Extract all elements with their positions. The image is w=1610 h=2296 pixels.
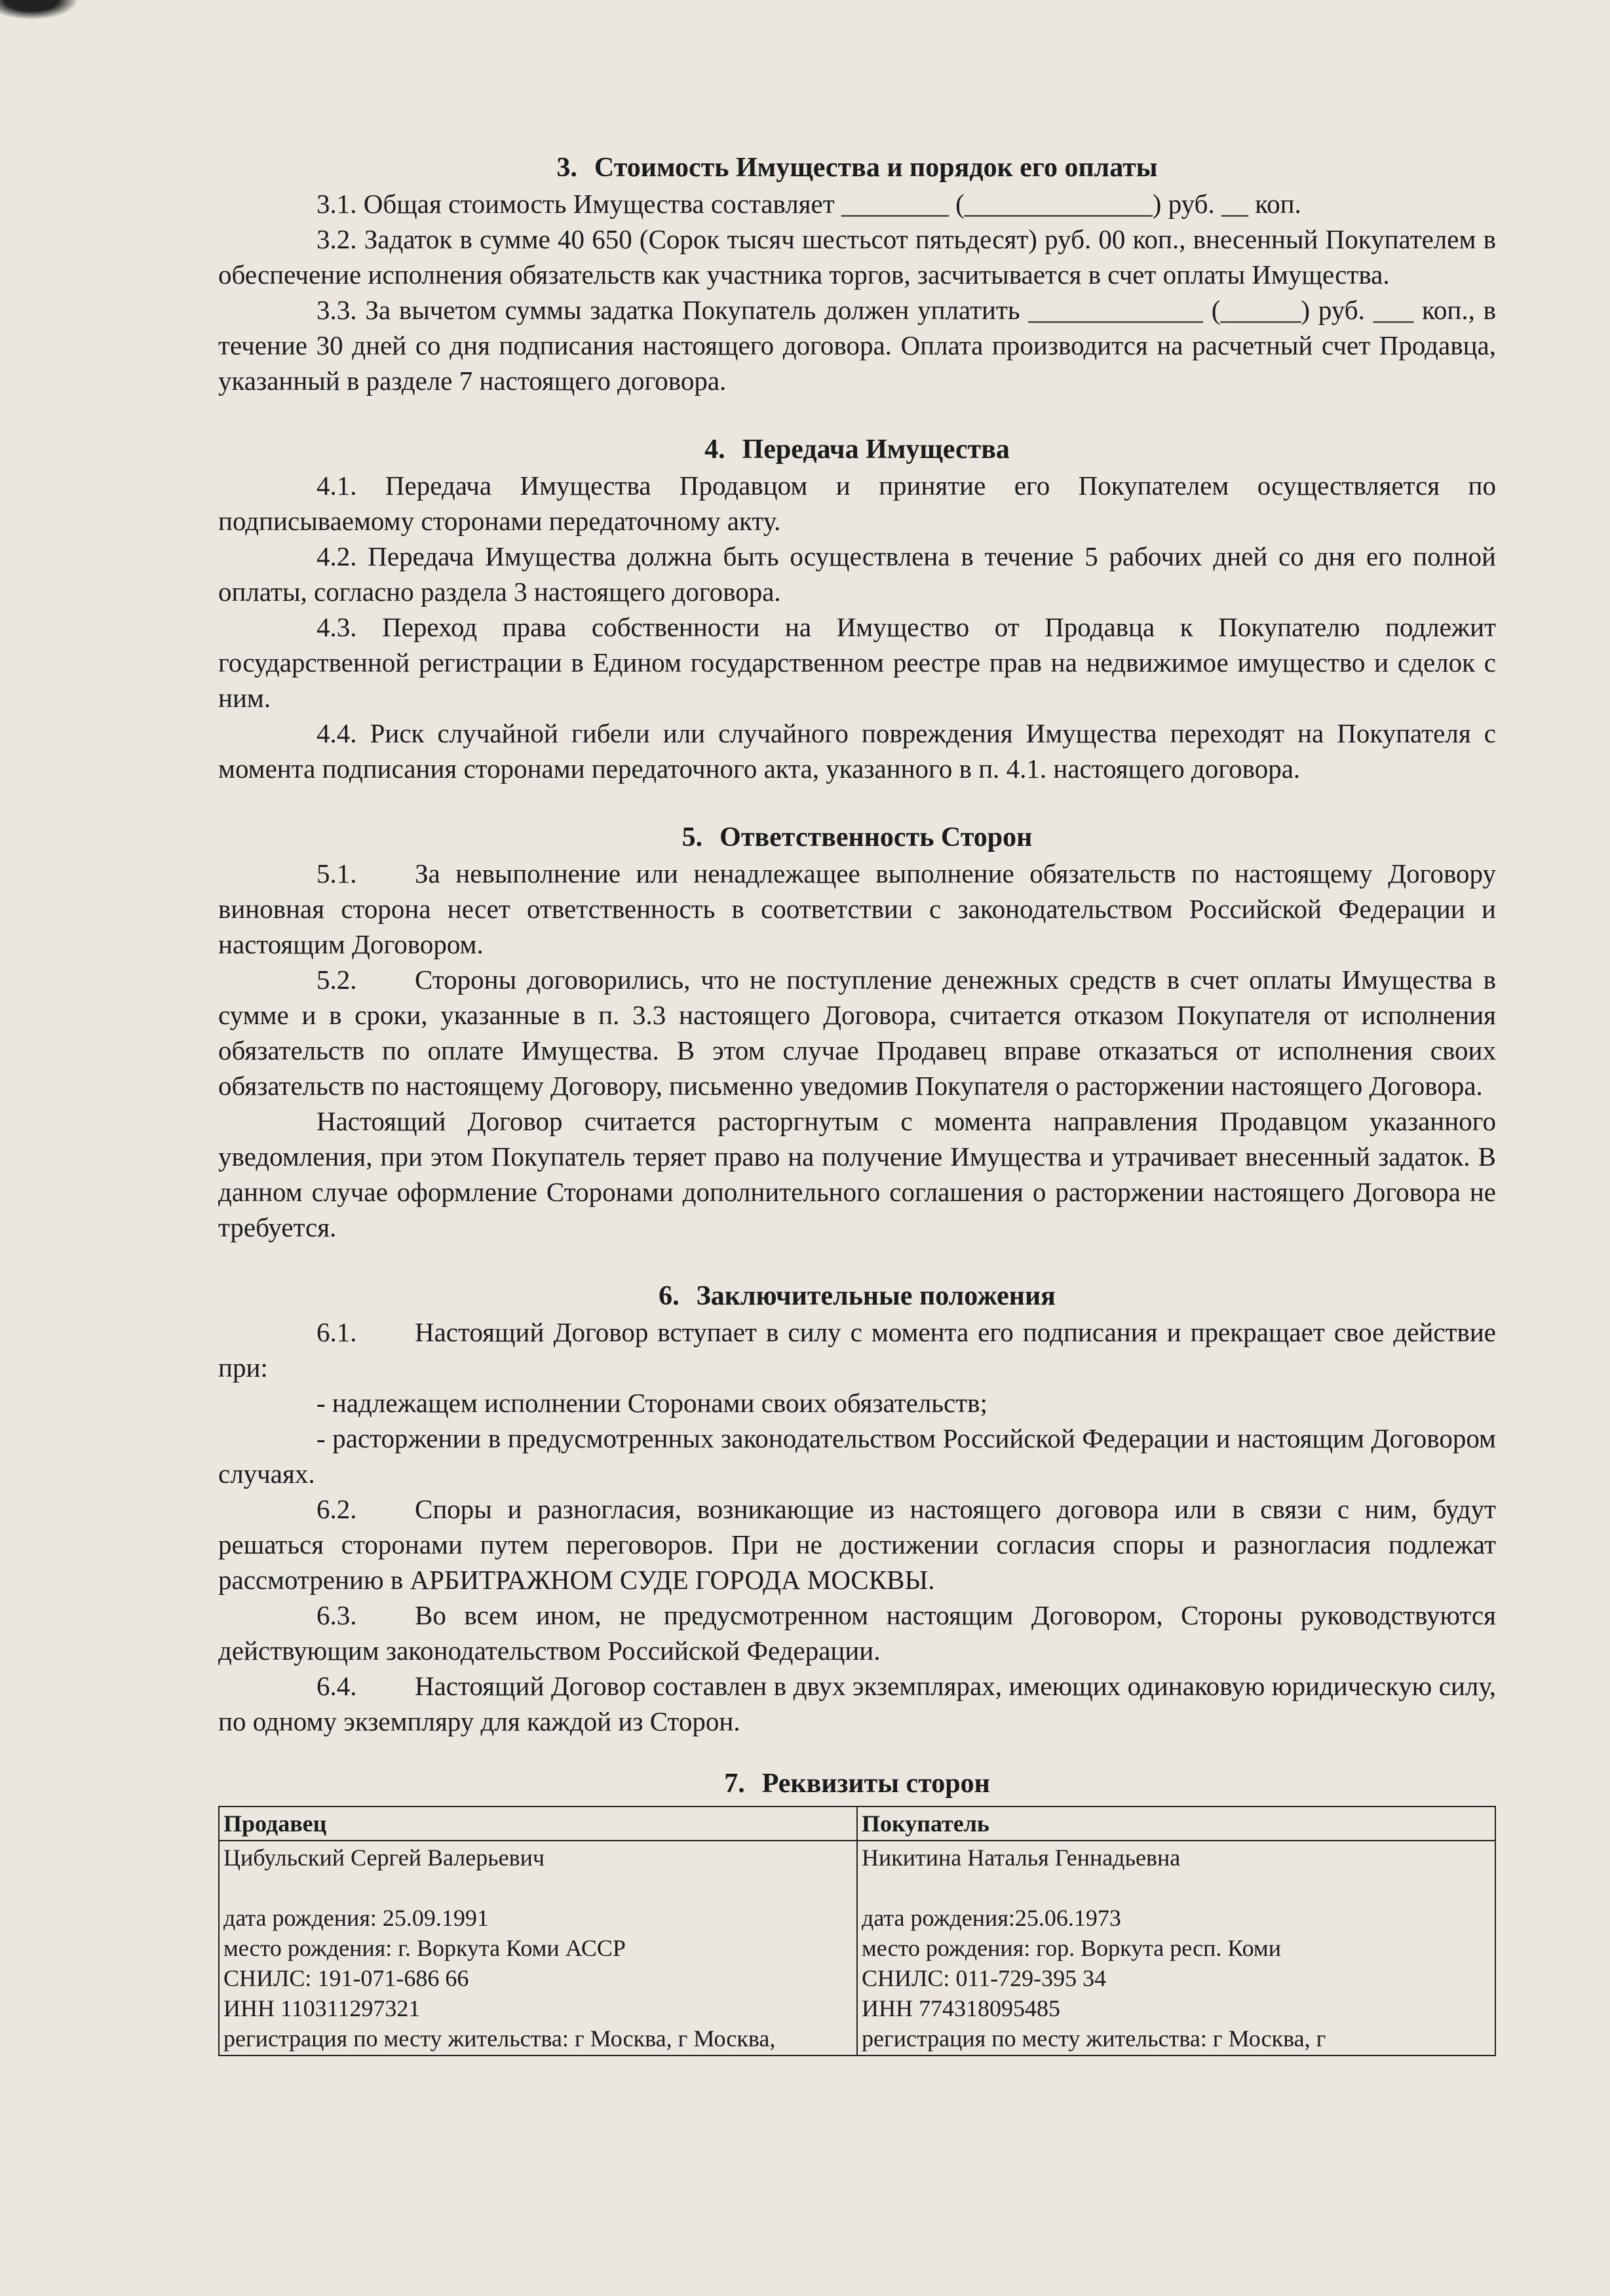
clause-3-1: 3.1. Общая стоимость Имущества составляет ________ (______________) руб. __ коп. [316, 189, 1301, 219]
buyer-details [857, 1841, 1495, 2056]
clause-6-1 [218, 1314, 1496, 1385]
section-title: Стоимость Имущества и порядок его оплаты [594, 153, 1158, 183]
clause-3-2: 3.2. Задаток в сумме 40 650 (Сорок тысяч шестьсот пятьдесят) руб. 00 коп., внесенный Покупателем в обеспечение исполнения обязательств как участника торгов, засчитывается в счет оплаты Имущества. [218, 224, 1496, 290]
clause-number: 6.2. [316, 1494, 357, 1524]
seller-dob: дата рождения: 25.09.1991 [223, 1905, 489, 1931]
table-row [219, 1841, 1495, 2056]
section-4-heading [218, 431, 1496, 468]
clause-4-4: 4.4. Риск случайной гибели или случайного повреждения Имущества переходят на Покупателя с момента подписания сторонами передаточного акта, указанного в п. 4.1. настоящего договора. [218, 718, 1496, 784]
section-number: 4. [704, 434, 725, 465]
clause-number: 6.3. [316, 1600, 357, 1630]
seller-header: Продавец [219, 1807, 857, 1841]
clause-4-1: 4.1. Передача Имущества Продавцом и принятие его Покупателем осуществляется по подписываемому сторонами передаточному акту. [218, 470, 1496, 536]
clause-5-2-continued: Настоящий Договор считается расторгнутым с момента направления Продавцом указанного уведомления, при этом Покупатель теряет право на получение Имущества и утрачивает внесенный задаток. В данном случае оформление Сторонами дополнительного соглашения о расторжении настоящего Договора не требуется. [218, 1106, 1496, 1242]
clause-6-3 [218, 1598, 1496, 1668]
parties-details-table [218, 1806, 1496, 2056]
bullet-2: - расторжении в предусмотренных законодательством Российской Федерации и настоящим Договором случаях. [218, 1423, 1496, 1489]
clause-text: Споры и разногласия, возникающие из настоящего договора или в связи с ним, будут решаться сторонами путем переговоров. При не достижении согласия споры и разногласия подлежат рассмотрению в АРБИТРАЖНОМ СУДЕ ГОРОДА МОСКВЫ. [218, 1494, 1496, 1595]
section-title: Ответственность Сторон [719, 822, 1033, 852]
section-title: Передача Имущества [742, 434, 1010, 465]
clause-6-4 [218, 1668, 1496, 1739]
clause-3-3: 3.3. За вычетом суммы задатка Покупатель должен уплатить _____________ (______) руб. ___ коп., в течение 30 дней со дня подписания настоящего договора. Оплата производится на расчетный счет Продавца, указанный в разделе 7 настоящего договора. [218, 295, 1496, 396]
section-7-heading [218, 1765, 1496, 1802]
seller-inn: ИНН 110311297321 [223, 1995, 421, 2021]
buyer-registration: регистрация по месту жительства: г Москва, г [862, 2025, 1326, 2052]
document-body [218, 149, 1496, 2056]
clause-number: 6.1. [316, 1317, 357, 1347]
section-3-heading [218, 149, 1496, 186]
seller-snils: СНИЛС: 191-071-686 66 [223, 1965, 469, 1991]
clause-6-2 [218, 1491, 1496, 1598]
seller-name: Цибульский Сергей Валерьевич [223, 1845, 545, 1871]
table-header-row [219, 1807, 1495, 1841]
buyer-pob: место рождения: гор. Воркута респ. Коми [862, 1935, 1281, 1961]
section-number: 7. [724, 1769, 745, 1799]
clause-number: 5.1. [316, 858, 357, 889]
section-title: Реквизиты сторон [761, 1769, 990, 1799]
buyer-inn: ИНН 774318095485 [862, 1995, 1060, 2021]
section-number: 5. [681, 822, 703, 852]
seller-registration: регистрация по месту жительства: г Москва, г Москва, [223, 2025, 776, 2052]
bullet-1: - надлежащем исполнении Сторонами своих обязательств; [316, 1388, 987, 1418]
section-6-heading [218, 1278, 1496, 1314]
seller-pob: место рождения: г. Воркута Коми АССР [223, 1935, 626, 1961]
buyer-snils: СНИЛС: 011-729-395 34 [862, 1965, 1107, 1991]
clause-5-1 [218, 856, 1496, 962]
clause-number: 6.4. [316, 1671, 357, 1701]
clause-4-3: 4.3. Переход права собственности на Имущество от Продавца к Покупателю подлежит государственной регистрации в Едином государственном реестре прав на недвижимое имущество и сделок с ним. [218, 612, 1496, 713]
clause-text: Во всем ином, не предусмотренном настоящим Договором, Стороны руководствуются действующим законодательством Российской Федерации. [218, 1600, 1496, 1666]
clause-text: Настоящий Договор вступает в силу с момента его подписания и прекращает свое действие при: [218, 1317, 1496, 1383]
section-number: 6. [659, 1281, 680, 1311]
buyer-dob: дата рождения:25.06.1973 [862, 1905, 1121, 1931]
scan-corner-mark [0, 0, 79, 20]
buyer-header: Покупатель [857, 1807, 1495, 1841]
clause-5-2 [218, 962, 1496, 1103]
seller-details [219, 1841, 857, 2056]
clause-number: 5.2. [316, 965, 357, 995]
section-number: 3. [556, 153, 577, 183]
clause-text: Стороны договорились, что не поступление денежных средств в счет оплаты Имущества в сумме и в сроки, указанные в п. 3.3 настоящего Договора, считается отказом Покупателя от исполнения обязательств по оплате Имущества. В этом случае Продавец вправе отказаться от исполнения своих обязательств по настоящему Договору, письменно уведомив Покупателя о расторжении настоящего Договора. [218, 965, 1496, 1101]
buyer-name: Никитина Наталья Геннадьевна [862, 1845, 1181, 1871]
clause-4-2: 4.2. Передача Имущества должна быть осуществлена в течение 5 рабочих дней со дня его полной оплаты, согласно раздела 3 настоящего договора. [218, 541, 1496, 607]
section-5-heading [218, 819, 1496, 856]
clause-text: За невыполнение или ненадлежащее выполнение обязательств по настоящему Договору виновная сторона несет ответственность в соответствии с законодательством Российской Федерации и настоящим Договором. [218, 858, 1496, 959]
section-title: Заключительные положения [696, 1281, 1056, 1311]
clause-text: Настоящий Договор составлен в двух экземплярах, имеющих одинаковую юридическую силу, по одному экземпляру для каждой из Сторон. [218, 1671, 1496, 1736]
